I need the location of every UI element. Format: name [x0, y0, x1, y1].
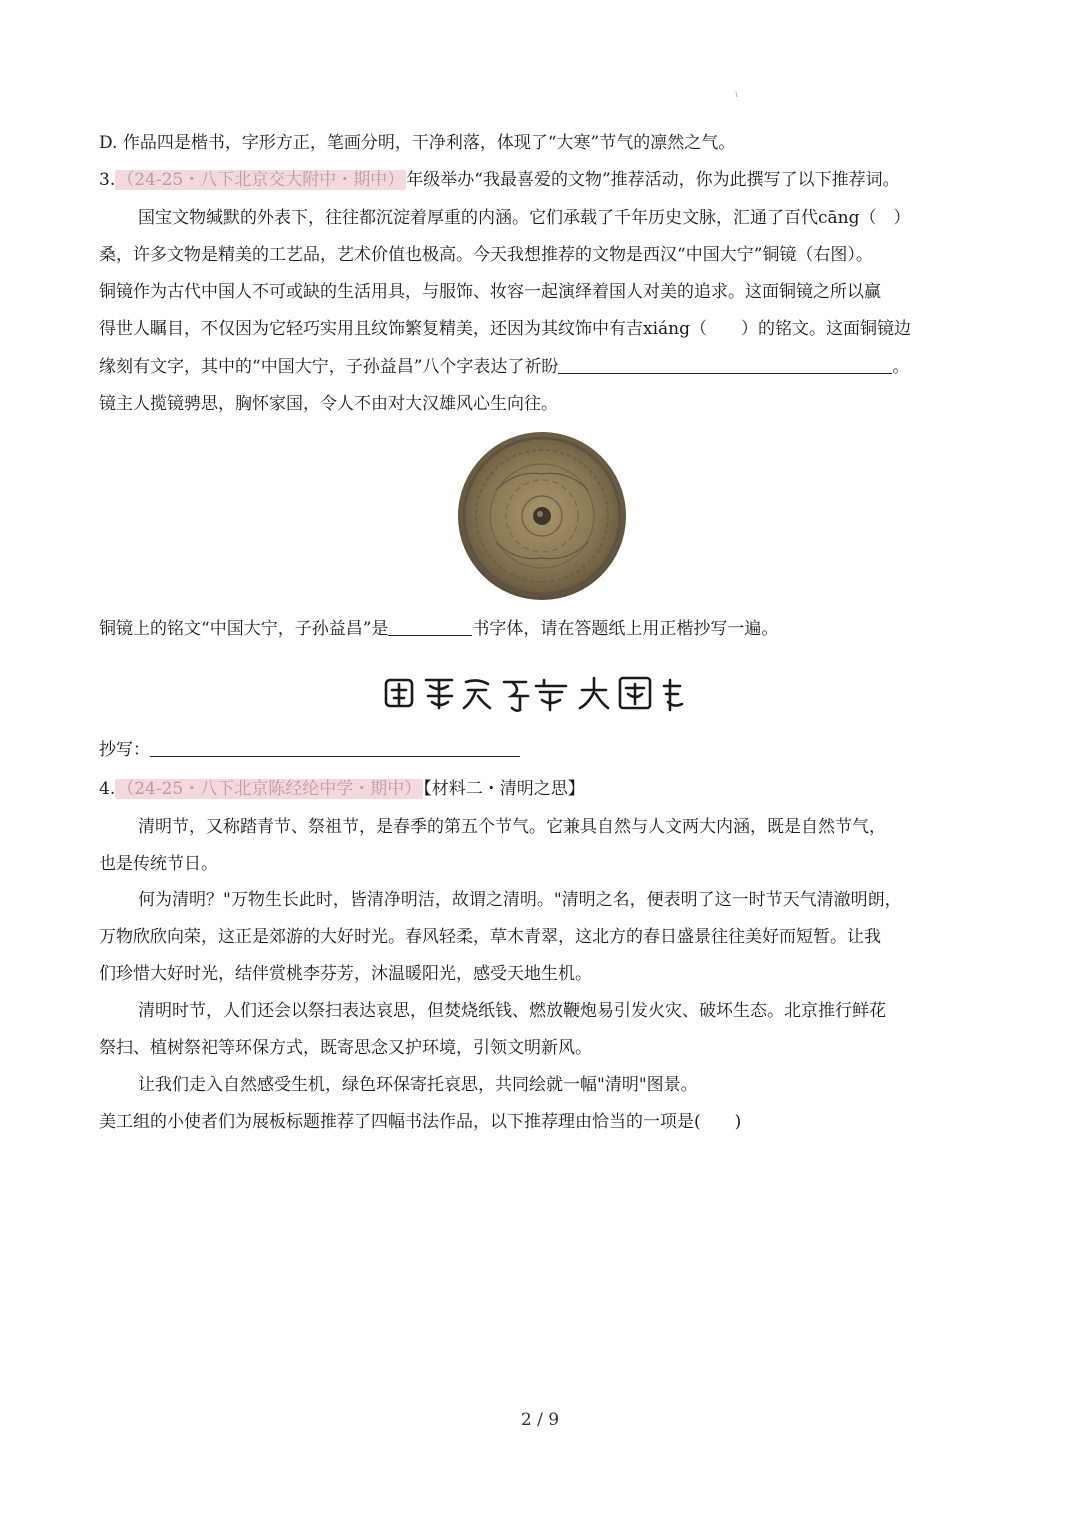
paragraph-line: 万物欣欣向荣，这正是郊游的大好时光。春风轻柔，草木青翠，这北方的春日盛景往往美好而短暂。让我 [99, 927, 881, 947]
paragraph-text: 。 [892, 357, 910, 377]
source-tag: （24-25・八下北京陈经纶中学・期中） [117, 779, 422, 799]
question-inscription [99, 617, 778, 641]
paragraph-line: 们珍惜大好时光，结伴赏桃李芬芳，沐温暖阳光，感受天地生机。 [99, 964, 592, 984]
paragraph-line [99, 355, 909, 379]
answer-blank[interactable] [558, 355, 892, 374]
question-3-header [99, 168, 900, 192]
question-number: 3. [99, 170, 116, 190]
paragraph-line: 铜镜作为古代中国人不可或缺的生活用具，与服饰、妆容一起演绎着国人对美的追求。这面铜镜之所以赢 [99, 282, 881, 302]
paragraph-line: 让我们走入自然感受生机，绿色环保寄托哀思，共同绘就一幅"清明"图景。 [138, 1075, 698, 1095]
copy-label: 抄写： [99, 740, 150, 760]
paragraph-line: 也是传统节日。 [99, 854, 218, 874]
seal-script-image [382, 668, 698, 716]
question-intro: 年级举办“我最喜爱的文物”推荐活动，你为此撰写了以下推荐词。 [406, 170, 900, 190]
question-number: 4. [99, 779, 116, 799]
paragraph-line: 镜主人揽镜骋思，胸怀家国，令人不由对大汉雄风心生向往。 [99, 394, 558, 414]
bronze-mirror-image [456, 430, 628, 602]
paragraph-line: 得世人瞩目，不仅因为它轻巧实用且纹饰繁复精美，还因为其纹饰中有吉xiáng（ ）的铭文。这面铜镜边 [99, 319, 911, 339]
source-tag: （24-25・八下北京交大附中・期中） [117, 170, 405, 190]
question-text: 书字体，请在答题纸上用正楷抄写一遍。 [472, 619, 779, 639]
question-text: 铜镜上的铭文“中国大宁，子孙益昌”是 [99, 619, 389, 639]
answer-blank[interactable] [388, 617, 472, 636]
corner-mark: ι [735, 90, 739, 99]
option-d: D. 作品四是楷书，字形方正，笔画分明，干净利落，体现了“大寒”节气的凛然之气。 [99, 133, 736, 153]
copy-answer-blank[interactable] [150, 738, 520, 757]
question-prompt: 美工组的小使者们为展板标题推荐了四幅书法作品，以下推荐理由恰当的一项是( ) [99, 1112, 742, 1132]
copy-line [99, 738, 520, 762]
paragraph-line: 何为清明？"万物生长此时，皆清净明洁，故谓之清明。"清明之名，便表明了这一时节天气清澈明朗， [138, 890, 902, 910]
paragraph-text: 缘刻有文字，其中的“中国大宁，子孙益昌”八个字表达了祈盼 [99, 357, 559, 377]
page-number: 2 / 9 [520, 1410, 560, 1430]
paragraph-line: 祭扫、植树祭祀等环保方式，既寄思念又护环境，引领文明新风。 [99, 1038, 592, 1058]
question-4-header [99, 777, 585, 801]
paragraph-line: 清明时节，人们还会以祭扫表达哀思，但焚烧纸钱、燃放鞭炮易引发火灾、破坏生态。北京推行鲜花 [138, 1001, 886, 1021]
paragraph-line: 国宝文物缄默的外表下，往往都沉淀着厚重的内涵。它们承载了千年历史文脉，汇通了百代cāng（ ） [138, 208, 911, 228]
material-title: 【材料二・清明之思】 [423, 779, 585, 799]
paragraph-line: 清明节，又称踏青节、祭祖节，是春季的第五个节气。它兼具自然与人文两大内涵，既是自然节气， [138, 817, 886, 837]
paragraph-line: 桑，许多文物是精美的工艺品，艺术价值也极高。今天我想推荐的文物是西汉“中国大宁”铜镜（右图）。 [99, 245, 873, 265]
